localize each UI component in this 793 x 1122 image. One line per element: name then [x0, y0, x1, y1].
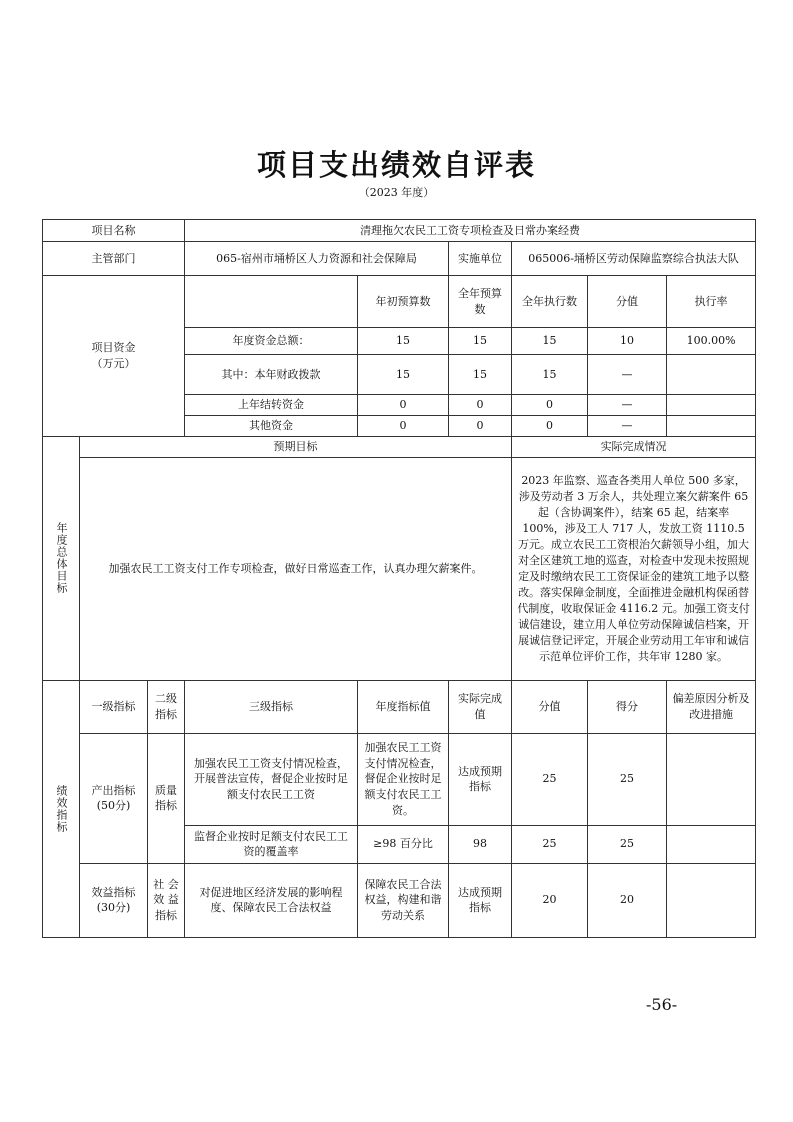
funds-header-row: [43, 276, 756, 328]
dept-label: 主管部门: [43, 242, 185, 276]
indicator-header: 分值: [512, 680, 588, 733]
goals-header-row: [43, 437, 756, 458]
goals-content-row: [43, 457, 756, 680]
funds-cell: 100.00%: [667, 328, 756, 355]
indicator-row: [43, 733, 756, 825]
expected-goal-text: 加强农民工工资支付工作专项检查，做好日常巡查工作，认真办理欠薪案件。: [80, 457, 512, 680]
deviation-reason: [667, 863, 756, 937]
actual-value: 达成预期指标: [449, 863, 512, 937]
target-value: ≥98 百分比: [358, 825, 449, 863]
funds-row-label: 其他资金: [185, 416, 358, 437]
funds-cell: 0: [512, 395, 588, 416]
actual-completion-text: 2023 年监察、巡查各类用人单位 500 多家，涉及劳动者 3 万余人，共处理立案欠薪案件 65 起（含协调案件），结案 65 起，结案率 100%，涉及工人 717 人，发放工资 1110.5 万元。成立农民工工资根治欠薪领导小组，加大对全区建筑工地的巡查，对检查中发现未按照规定及时缴纳农民工工资保证金的建筑工地予以整改。落实保障金制度，全面推进金融机构保函替代制度，收取保证金 4116.2 元。加强工资支付诚信建设，建立用人单位劳动保障诚信档案，开展诚信登记评定，开展企业劳动用工年审和诚信示范单位评价工作，共年审 1280 家。: [512, 457, 756, 680]
unit-value: 065006-埇桥区劳动保障监察综合执法大队: [512, 242, 756, 276]
funds-cell: —: [588, 416, 667, 437]
indicators-side-label: 绩效指标: [43, 680, 80, 937]
level1-indicator: 效益指标(30分): [80, 863, 148, 937]
actual-completion-header: 实际完成情况: [512, 437, 756, 458]
dept-value: 065-宿州市埇桥区人力资源和社会保障局: [185, 242, 449, 276]
actual-value: 98: [449, 825, 512, 863]
funds-cell: [667, 395, 756, 416]
indicator-header: 得分: [588, 680, 667, 733]
funds-row-label: 上年结转资金: [185, 395, 358, 416]
funds-header: 全年执行数: [512, 276, 588, 328]
level3-indicator: 对促进地区经济发展的影响程度、保障农民工合法权益: [185, 863, 358, 937]
indicator-header: 三级指标: [185, 680, 358, 733]
score-value: 25: [512, 733, 588, 825]
deviation-reason: [667, 733, 756, 825]
indicator-header: 年度指标值: [358, 680, 449, 733]
level3-indicator: 监督企业按时足额支付农民工工资的覆盖率: [185, 825, 358, 863]
funds-cell: [667, 355, 756, 395]
indicator-header: 一级指标: [80, 680, 148, 733]
level3-indicator: 加强农民工工资支付情况检查，开展普法宣传，督促企业按时足额支付农民工工资: [185, 733, 358, 825]
department-row: [43, 242, 756, 276]
funds-cell: [667, 416, 756, 437]
indicator-row: [43, 863, 756, 937]
funds-cell: 15: [512, 355, 588, 395]
funds-header: 分值: [588, 276, 667, 328]
funds-row-label: 其中：本年财政拨款: [185, 355, 358, 395]
funds-header: 年初预算数: [358, 276, 449, 328]
score-value: 25: [512, 825, 588, 863]
project-name-row: [43, 220, 756, 242]
funds-cell: 15: [358, 328, 449, 355]
funds-header-blank: [185, 276, 358, 328]
performance-table: [42, 219, 756, 938]
unit-label: 实施单位: [449, 242, 512, 276]
actual-value: 达成预期指标: [449, 733, 512, 825]
funds-header: 执行率: [667, 276, 756, 328]
indicator-header: 实际完成值: [449, 680, 512, 733]
target-value: 加强农民工工资支付情况检查，督促企业按时足额支付农民工工资。: [358, 733, 449, 825]
indicator-header: 二级指标: [148, 680, 185, 733]
deviation-reason: [667, 825, 756, 863]
document-subtitle: （2023 年度）: [358, 186, 435, 199]
score-value: 20: [512, 863, 588, 937]
funds-header: 全年预算数: [449, 276, 512, 328]
indicator-header: 偏差原因分析及改进措施: [667, 680, 756, 733]
funds-cell: 15: [358, 355, 449, 395]
funds-cell: 0: [358, 416, 449, 437]
funds-cell: 0: [512, 416, 588, 437]
funds-cell: 15: [449, 355, 512, 395]
score: 25: [588, 825, 667, 863]
score: 20: [588, 863, 667, 937]
target-value: 保障农民工合法权益，构建和谐劳动关系: [358, 863, 449, 937]
funds-cell: 15: [449, 328, 512, 355]
funds-cell: —: [588, 355, 667, 395]
level2-indicator: 质量指标: [148, 733, 185, 863]
expected-goal-header: 预期目标: [80, 437, 512, 458]
funds-cell: 0: [449, 416, 512, 437]
funds-cell: 0: [358, 395, 449, 416]
project-name-label: 项目名称: [43, 220, 185, 242]
page-number: -56-: [646, 995, 678, 1014]
project-name-value: 清理拖欠农民工工资专项检查及日常办案经费: [185, 220, 756, 242]
goals-side-label: 年度总体目标: [43, 437, 80, 681]
level1-indicator: 产出指标(50分): [80, 733, 148, 863]
document-title: 项目支出绩效自评表: [256, 148, 536, 182]
funds-cell: 15: [512, 328, 588, 355]
funds-label: 项目资金 （万元）: [43, 276, 185, 437]
funds-row-label: 年度资金总额：: [185, 328, 358, 355]
level2-indicator: 社 会 效 益 指标: [148, 863, 185, 937]
score: 25: [588, 733, 667, 825]
funds-cell: 10: [588, 328, 667, 355]
funds-cell: —: [588, 395, 667, 416]
funds-cell: 0: [449, 395, 512, 416]
indicator-header-row: [43, 680, 756, 733]
